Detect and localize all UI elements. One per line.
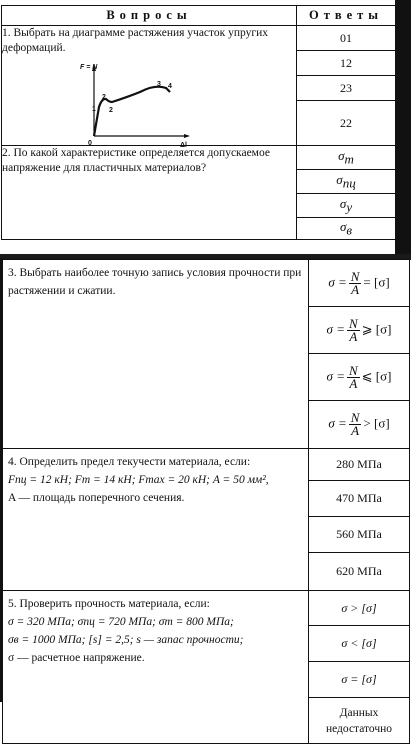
answer-2-1[interactable]: [297, 146, 396, 170]
point-2b-label: 2: [109, 107, 113, 114]
formula-lhs: σ =: [326, 320, 345, 336]
formula-rel: ⩽ [σ]: [361, 367, 392, 383]
origin-label: 0: [88, 140, 92, 147]
sigma-symbol: σ: [339, 195, 347, 211]
formula-lhs: σ =: [328, 415, 347, 431]
formula-rel: = [σ]: [363, 273, 390, 289]
fraction: [349, 268, 362, 297]
question-4: [3, 449, 309, 591]
numerator: N: [348, 362, 358, 378]
point-3-label: 3: [157, 81, 161, 88]
question-2: [2, 146, 297, 240]
answer-2-4[interactable]: [297, 218, 396, 240]
sigma-symbol: σ: [336, 171, 343, 187]
test-table-bottom: [2, 259, 410, 744]
scan-edge-right: [395, 0, 411, 256]
question-1: [2, 26, 297, 149]
question-5-line-4: σ — расчетное напряжение.: [8, 652, 145, 664]
header-questions: Вопросы: [2, 6, 297, 26]
answer-3-2[interactable]: [309, 307, 410, 354]
question-1-row: [2, 26, 396, 51]
numerator: N: [350, 410, 360, 425]
question-4-line-2: Fпц = 12 кН; Fт = 14 кН; Fmax = 20 кН; A = 50 мм²,: [8, 474, 269, 486]
question-4-line-1: 4. Определить предел текучести материала, если:: [8, 456, 251, 468]
answer-5-4[interactable]: Данных недостаточно: [309, 698, 410, 744]
question-5-line-2: σ = 320 МПа; σпц = 720 МПа; σт = 800 МПа;: [8, 616, 234, 628]
question-2-row: [2, 146, 396, 170]
point-2-label: 2: [102, 94, 106, 101]
sigma-sub: пц: [342, 175, 356, 191]
answer-4-3[interactable]: 560 МПа: [309, 517, 410, 553]
question-4-line-3: A — площадь поперечного сечения.: [8, 492, 185, 504]
denominator: A: [351, 281, 360, 297]
y-axis-label: F = N: [80, 64, 98, 71]
answer-3-3[interactable]: [309, 354, 410, 401]
answer-1-2[interactable]: 12: [297, 51, 396, 76]
header-answers: Ответы: [297, 6, 396, 26]
question-3-text: 3. Выбрать наиболее точную запись условия прочности при растяжении и сжатии.: [8, 267, 302, 297]
numerator: N: [348, 315, 358, 331]
denominator: A: [351, 423, 360, 438]
question-2-text: 2. По какой характеристике определяется допускаемое напряжение для пластичных материалов?: [2, 147, 270, 174]
question-3: [3, 260, 309, 449]
formula-lhs: σ =: [326, 367, 345, 383]
question-5: [3, 591, 309, 744]
point-1-label: 1: [92, 106, 96, 113]
sigma-symbol: σ: [338, 147, 345, 163]
table-header: [2, 6, 396, 26]
x-axis-label: Δl: [180, 142, 187, 149]
answer-5-2[interactable]: σ < [σ]: [309, 626, 410, 662]
answer-1-3[interactable]: 23: [297, 76, 396, 101]
answer-4-1[interactable]: 280 МПа: [309, 449, 410, 481]
answer-5-1[interactable]: σ > [σ]: [309, 591, 410, 626]
fraction: [347, 362, 360, 391]
question-5-line-3: σв = 1000 МПа; [s] = 2,5; s — запас прочности;: [8, 634, 244, 646]
denominator: A: [349, 328, 358, 344]
question-5-line-1: 5. Проверить прочность материала, если:: [8, 598, 210, 610]
answer-5-3[interactable]: σ = [σ]: [309, 662, 410, 698]
tension-diagram: [80, 62, 190, 149]
question-5-row: [3, 591, 410, 626]
answer-2-2[interactable]: [297, 170, 396, 194]
answer-4-2[interactable]: 470 МПа: [309, 481, 410, 517]
question-4-row: [3, 449, 410, 481]
fraction: [347, 315, 360, 344]
sigma-symbol: σ: [339, 218, 347, 234]
formula-rel: ⩾ [σ]: [361, 320, 392, 336]
test-table-top: [1, 5, 396, 240]
question-3-row: [3, 260, 410, 307]
numerator: N: [350, 268, 360, 284]
answer-2-3[interactable]: [297, 194, 396, 218]
answer-1-4[interactable]: 22: [297, 101, 396, 146]
sigma-sub: у: [346, 199, 353, 215]
formula-rel: > [σ]: [363, 415, 390, 431]
denominator: A: [349, 375, 358, 391]
point-4-label: 4: [168, 83, 172, 90]
formula-lhs: σ =: [328, 273, 347, 289]
answer-4-4[interactable]: 620 МПа: [309, 553, 410, 591]
answer-1-1[interactable]: 01: [297, 26, 396, 51]
sigma-sub: в: [346, 222, 353, 238]
sigma-sub: т: [344, 151, 354, 167]
answer-3-1[interactable]: [309, 260, 410, 307]
question-1-text: 1. Выбрать на диаграмме растяжения участок упругих деформаций.: [2, 27, 268, 54]
fraction: [349, 412, 362, 437]
answer-3-4[interactable]: [309, 401, 410, 449]
